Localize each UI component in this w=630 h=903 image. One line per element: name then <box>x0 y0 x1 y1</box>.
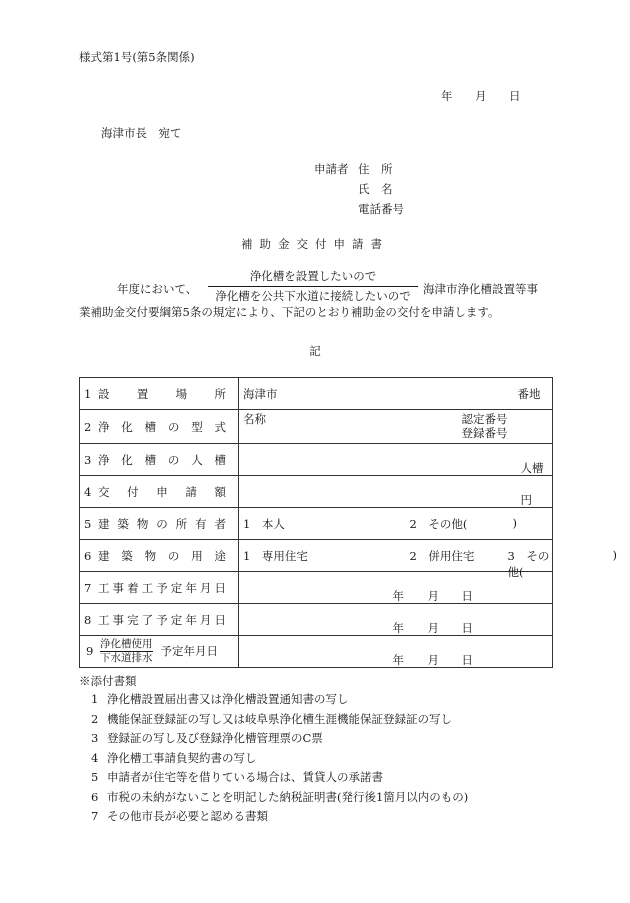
address-label: 住 所 <box>358 162 393 176</box>
table-row <box>80 378 553 410</box>
table-row <box>80 444 553 476</box>
location-cell: 海津市 番地 <box>239 378 553 410</box>
amount-cell: 円 <box>239 476 553 508</box>
applicant-label: 申請者 <box>314 162 349 176</box>
row-label: 3 浄化槽の人槽 <box>80 444 239 476</box>
list-item: 2 機能保証登録証の写し又は岐阜県浄化槽生涯機能保証登録証の写し <box>91 711 452 726</box>
owner-cell: 1 本人 2 その他( ) <box>239 508 553 540</box>
attachments-heading: ※添付書類 <box>79 674 137 688</box>
table-row <box>80 410 553 444</box>
table-row <box>80 572 553 604</box>
form-number: 様式第1号(第5条関係) <box>79 50 195 64</box>
body-suffix: 海津市浄化槽設置等事 <box>423 282 538 296</box>
table-row <box>80 476 553 508</box>
attachments-list <box>91 691 468 828</box>
list-item: 5 申請者が住宅等を借りている場合は、賃貸人の承諾書 <box>91 770 383 784</box>
table-row <box>80 508 553 540</box>
name-label: 氏 名 <box>358 182 393 196</box>
row-label: 5 建築物の所有者 <box>80 508 239 540</box>
row-label: 7 工事着工予定年月日 <box>80 572 239 604</box>
row-label: 1 設置場所 <box>80 378 239 410</box>
row-label: 6 建築物の用途 <box>80 540 239 572</box>
document-title: 補助金交付申請書 <box>241 237 389 251</box>
table-row <box>80 540 553 572</box>
completion-date-cell: 年 月 日 <box>239 604 553 636</box>
ki-mark: 記 <box>309 344 321 358</box>
body-prefix: 年度において、 <box>117 282 198 296</box>
applicant-fields <box>358 161 404 221</box>
option-connect: 浄化槽を公共下水道に接続したいので <box>215 289 411 303</box>
model-cell: 名称 認定番号 登録番号 <box>239 410 553 444</box>
application-date <box>441 88 543 104</box>
date-day: 日 <box>509 89 521 103</box>
usage-cell: 1 専用住宅 2 併用住宅 3 その他( ) <box>239 540 553 572</box>
date-month: 月 <box>475 89 487 103</box>
list-item: 4 浄化槽工事請負契約書の写し <box>91 750 257 765</box>
body-line-2: 業補助金交付要綱第5条の規定により、下記のとおり補助金の交付を申請します。 <box>79 305 500 319</box>
list-item: 1 浄化槽設置届出書又は浄化槽設置通知書の写し <box>91 692 349 706</box>
row-label: 8 工事完了予定年月日 <box>80 604 239 636</box>
addressee: 海津市長 宛て <box>101 126 182 140</box>
row-label: 2 浄化槽の型式 <box>80 410 239 444</box>
application-table <box>79 377 617 668</box>
row-label: 9 浄化槽使用 下水道排水 予定年月日 <box>80 636 239 668</box>
date-year: 年 <box>441 89 453 103</box>
phone-label: 電話番号 <box>358 202 404 216</box>
list-item: 7 その他市長が必要と認める書類 <box>91 809 268 823</box>
capacity-cell: 人槽 <box>239 444 553 476</box>
table-row <box>80 636 553 668</box>
usage-start-date-cell: 年 月 日 <box>239 636 553 668</box>
list-item: 6 市税の未納がないことを明記した納税証明書(発行後1箇月以内のもの) <box>91 789 469 804</box>
table-row <box>80 604 553 636</box>
start-date-cell: 年 月 日 <box>239 572 553 604</box>
purpose-options <box>208 268 418 304</box>
option-install: 浄化槽を設置したいので <box>208 268 418 287</box>
list-item: 3 登録証の写し及び登録浄化槽管理票のC票 <box>91 731 323 745</box>
row-label: 4 交付申請額 <box>80 476 239 508</box>
